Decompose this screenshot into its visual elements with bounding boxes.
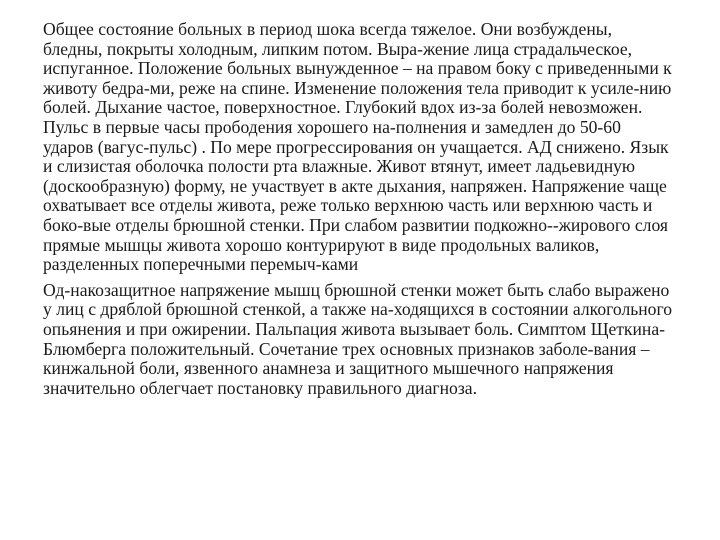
body-text <box>43 20 673 404</box>
paragraph-2: Од-накозащитное напряжение мышц брюшной стенки может быть слабо выражено у лиц с дряблой брюшной стенкой, а также на-ходящихся в состоянии алкогольного опьянения и при ожирении. Пальпация живота вызывает боль. Симптом Щеткина-Блюмберга положительный. Сочетание трех основных признаков заболе-вания – кинжальной боли, язвенного анамнеза и защитного мышечного напряжения значительно облегчает постановку правильного диагноза. <box>43 279 673 398</box>
paragraph-1: Общее состояние больных в период шока всегда тяжелое. Они возбуждены, бледны, покрыты холодным, липким потом. Выра-жение лица страдальческое, испуганное. Положение больных вынужденное – на правом боку с приведенными к животу бедра-ми, реже на спине. Изменение положения тела приводит к усиле-нию болей. Дыхание частое, поверхностное. Глубокий вдох из-за болей невозможен. Пульс в первые часы прободения хорошего на-полнения и замедлен до 50-60 ударов (вагус-пульс) . По мере прогрессирования он учащается. АД снижено. Язык и слизистая оболочка полости рта влажные. Живот втянут, имеет ладьевидную (доскообразную) форму, не участвует в акте дыхания, напряжен. Напряжение чаще охватывает все отделы живота, реже только верхнюю часть или верхнюю часть и боко-вые отделы брюшной стенки. При слабом развитии подкожно--жирового слоя прямые мышцы живота хорошо контурируют в виде продольных валиков, разделенных поперечными перемыч-ками <box>43 19 672 275</box>
